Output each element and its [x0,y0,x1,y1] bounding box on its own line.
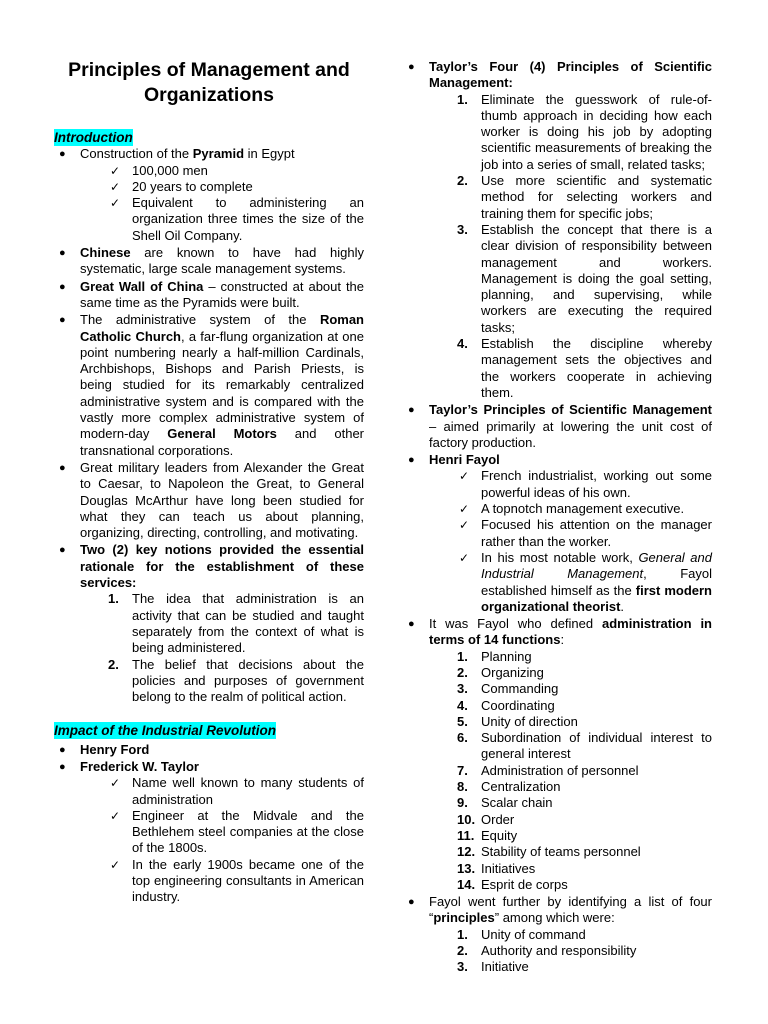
list-item-four-principles: ● Fayol went further by identifying a list of four “principles” among which were: 1. Unity of command 2. Authority and responsibility 3. Initiative [408,894,712,975]
bullet-icon: ● [59,280,66,293]
industrial-revolution-heading: Impact of the Industrial Revolution [54,723,277,739]
numbered-item: 10. Order [457,811,515,827]
checkmark-icon: ✓ [110,776,121,791]
fourteen-functions-sublist [455,649,712,893]
checkmark-icon: ✓ [110,808,121,823]
checkmark-icon: ✓ [110,179,121,194]
check-item: ✓ In the early 1900s became one of the top engineering consultants in American industry. [110,856,364,905]
numbered-item: 4. Establish the discipline whereby management sets the objectives and the workers cooperate in achieving them. [457,336,712,400]
bullet-icon: ● [59,461,66,474]
check-item: ✓ Engineer at the Midvale and the Bethlehem steel companies at the close of the 1800s. [110,807,364,856]
list-item-military: ● Great military leaders from Alexander the Great to Caesar, to Napoleon the Great, to General Douglas McArthur have long been studied for what they can teach us about planning, organizing, directing, controlling, and motivating. [59,459,364,541]
check-item: ✓ Name well known to many students of administration [110,775,364,807]
list-item-pyramid: ● Construction of the Pyramid in Egypt ✓ 100,000 men ✓ 20 years to complete ✓ Equivalent to administering an organization three times the size of the Shell Oil Company. [59,146,364,243]
list-item-fourteen-functions: ● It was Fayol who defined administration in terms of 14 functions: 1. Planning 2. Organizing 3. Commanding 4. Coordinating 5. Unity of direction 6. Subordination of individual interest to general interest 7. Administration of personnel 8. Centralization 9. Scalar chain 10. Order 11. Equity 12. Stability of teams personnel 13. Initiatives 14. Esprit de corps [408,616,712,892]
checkmark-icon: ✓ [459,502,470,517]
taylor-four-sublist [455,92,712,402]
numbered-item: 3. Initiative [457,959,529,975]
numbered-item: 8. Centralization [457,779,561,795]
checkmark-icon: ✓ [110,163,121,178]
numbered-item: 12. Stability of teams personnel [457,844,641,860]
right-column [403,0,712,977]
check-item: ✓ In his most notable work, General and Industrial Management, Fayol established himself as the first modern organizational theorist. [459,549,712,614]
checkmark-icon: ✓ [110,196,121,211]
numbered-item: 2. Organizing [457,664,544,680]
numbered-item: 4. Coordinating [457,697,555,713]
list-item-great-wall: ● Great Wall of China – constructed at about the same time as the Pyramids were built. [59,278,365,310]
bullet-icon: ● [408,61,415,73]
numbered-item: 11. Equity [457,827,518,843]
document-title: Principles of Management and Organizations [68,59,350,106]
list-item-henry-ford: ● Henry Ford [59,741,150,757]
numbered-item: 1. Eliminate the guesswork of rule-of-thumb approach in deciding how each worker is doing his job by adopting scientific measurements of breaking the job into a series of small, related tasks; [457,91,712,172]
taylor-sublist [106,775,364,905]
list-item-henri-fayol: ● Henri Fayol ✓ French industrialist, working out some powerful ideas of his own. ✓ A topnotch management executive. ✓ Focused his attention on the manager rather than the worker. ✓ In his most notable work, General and Industrial Management, Fayol established himself as the first modern organizational theorist. [408,452,712,614]
numbered-item: 14. Esprit de corps [457,876,568,892]
checkmark-icon: ✓ [459,469,470,484]
checkmark-icon: ✓ [459,550,470,565]
list-item-taylor: ● Frederick W. Taylor ✓ Name well known to many students of administration ✓ Engineer at the Midvale and the Bethlehem steel companies at the close of the 1800s. ✓ In the early 1900s became one of the top engineering consultants in American industry. [59,758,364,905]
bullet-icon: ● [408,896,415,909]
list-item-roman-church: ● The administrative system of the Roman Catholic Church, a far-flung organization at one point numbering nearly a half-million Cardinals, Archbishops, Bishops and Parish Priests, is being studied for its remarkably centralized administrative system and is compared with the vastly more complex administrative system of modern-day General Motors and other transnational corporations. [59,312,365,458]
bullet-icon: ● [59,314,66,327]
introduction-list [54,146,364,705]
check-item: ✓ 20 years to complete [110,178,253,194]
list-item-taylor-four: ● Taylor’s Four (4) Principles of Scientific Management: 1. Eliminate the guesswork of rule-of-thumb approach in deciding how each worker is doing his job by adopting scientific measurements of breaking the job into a series of small, related tasks; 2. Use more scientific and systematic method for selecting workers and training them for specific jobs; 3. Establish the concept that there is a clear division of responsibility between management and workers. Management is doing the goal setting, planning, and supervising, while workers are executing the required tasks; 4. Establish the discipline whereby management sets the objectives and the workers cooperate in achieving them. [408,59,712,400]
check-item: ✓ 100,000 men [110,162,208,178]
numbered-item: 2. The belief that decisions about the policies and purposes of government belong to the realm of political action. [108,656,364,705]
checkmark-icon: ✓ [459,518,470,533]
list-item-taylor-principles: ● Taylor’s Principles of Scientific Management – aimed primarily at lowering the unit cost of factory production. [408,402,712,450]
bullet-icon: ● [408,618,415,631]
bullet-icon: ● [59,148,66,161]
numbered-item: 2. Use more scientific and systematic method for selecting workers and training them for specific jobs; [457,173,712,221]
numbered-item: 3. Establish the concept that there is a clear division of responsibility between management and workers. Management is doing the goal setting, planning, and supervising, while workers are executing the required tasks; [457,221,712,335]
bullet-icon: ● [59,247,66,260]
bullet-icon: ● [408,454,415,467]
bullet-icon: ● [59,743,66,756]
bullet-icon: ● [408,404,415,417]
right-list [403,59,712,976]
numbered-item: 2. Authority and responsibility [457,943,637,959]
check-item: ✓ A topnotch management executive. [459,501,685,517]
numbered-item: 1. Unity of command [457,926,586,942]
numbered-item: 7. Administration of personnel [457,762,639,778]
numbered-item: 13. Initiatives [457,860,536,876]
numbered-item: 1. Planning [457,648,532,664]
numbered-item: 5. Unity of direction [457,713,578,729]
list-item-key-notions: ● Two (2) key notions provided the essential rationale for the establishment of these services: 1. The idea that administration is an activity that can be studied and taught separately from the context of what is being administered. 2. The belief that decisions about the policies and purposes of government belong to the realm of political action. [59,542,364,705]
fayol-sublist [455,468,712,615]
numbered-item: 1. The idea that administration is an activity that can be studied and taught separately from the context of what is being administered. [108,591,364,656]
checkmark-icon: ✓ [110,857,121,872]
check-item: ✓ Equivalent to administering an organization three times the size of the Shell Oil Company. [110,195,364,243]
list-item-chinese: ● Chinese are known to have had highly systematic, large scale management systems. [59,245,364,277]
left-column [54,0,364,907]
numbered-item: 6. Subordination of individual interest to general interest [457,730,712,762]
key-notions-sublist [106,591,364,705]
numbered-item: 9. Scalar chain [457,795,553,811]
introduction-heading: Introduction [54,130,133,145]
numbered-item: 3. Commanding [457,681,559,697]
check-item: ✓ Focused his attention on the manager rather than the worker. [459,517,712,549]
bullet-icon: ● [59,760,66,773]
pyramid-sublist [106,163,364,244]
bullet-icon: ● [59,544,66,557]
four-principles-sublist [455,927,712,976]
check-item: ✓ French industrialist, working out some powerful ideas of his own. [459,468,712,500]
industrial-list [54,742,364,906]
